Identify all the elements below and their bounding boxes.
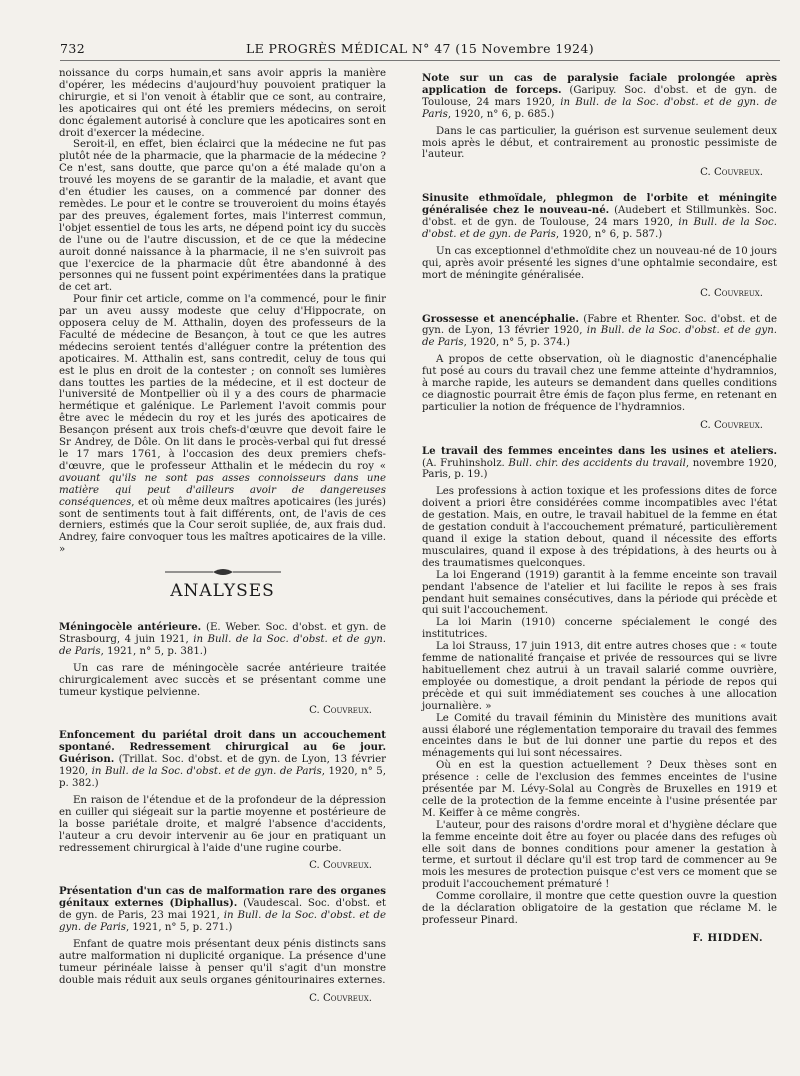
abstract-body: La loi Marin (1910) concerne spécialement le congé des institutrices. (422, 617, 777, 641)
abstract-body: Un cas rare de méningocèle sacrée antérieure traitée chirurgicalement avec succès et se présentant comme une tumeur kystique pelvienne. (59, 662, 386, 698)
abstract-title: Présentation d'un cas de malformation rare des organes génitaux externes (Diphallus). (Vaudescal. Soc. d'obst. et de gyn. de Paris, 23 mai 1921, in Bull. de la Soc. d'obst. et de gyn. de Paris, 1921, n° 5, p. 271.) (59, 885, 386, 934)
ornament-divider (163, 566, 283, 578)
abstract-body: En raison de l'étendue et de la profondeur de la dépression en cuiller qui siégeait sur la partie moyenne et postérieure de la bosse pariétale droite, et malgré l'absence d'accidents, l'auteur a cru devoir intervenir au 6e jour en pratiquant un redressement chirurgical à l'aide d'une rugine courbe. (59, 794, 386, 854)
abstract-entry (422, 193, 777, 299)
abstract-body: Dans le cas particulier, la guérison est survenue seulement deux mois après le début, et contrairement au pronostic pessimiste de l'auteur. (422, 125, 777, 161)
abstract-entry (59, 886, 386, 1004)
body-paragraph: Seroit-il, en effet, bien éclairci que la médecine ne fut pas plutôt née de la pharmacie, que la pharmacie de la médecine ? Ce n'est, sans doutte, que parce qu'on a été malade qu'on a trouvé les moyens de se garantir de la maladie, et avant que d'en étudier les causes, on a commencé par donner des remèdes. Le pour et le contre se trouveroient du moins étayés par des preuves, également fortes, mais l'interrest commun, l'objet essentiel de tous les arts, ne dépend point icy du succès de l'une ou de l'autre discussion, et de ce que la médecine auroit donné naissance à la pharmacie, il ne s'en suivroit pas que l'exercice de la pharmacie dût être abandonné à des personnes qui ne fussent point expérimentées dans la pratique de cet art. (59, 139, 386, 294)
abstract-title: Enfoncement du pariétal droit dans un accouchement spontané. Redressement chirurgical au 6e jour. Guérison. (Trillat. Soc. d'obst. et de gyn. de Lyon, 13 février 1920, in Bull. de la Soc. d'obst. et de gyn. de Paris, 1920, n° 5, p. 382.) (59, 729, 387, 790)
abstract-title: Note sur un cas de paralysie faciale prolongée après application de forceps. (Garipuy. Soc. d'obst. et de gyn. de Toulouse, 24 mars 1920, in Bull. de la Soc. d'obst. et de gyn. de Paris, 1920, n° 6, p. 685.) (422, 72, 777, 120)
journal-title: LE PROGRÈS MÉDICAL N° 47 (15 Novembre 1924) (245, 41, 595, 56)
author-signature: C. Couvreux. (700, 167, 763, 179)
abstract-entry (422, 73, 777, 179)
abstract-entry (59, 730, 386, 872)
page-number: 732 (60, 41, 86, 56)
section-heading: ANALYSES (170, 581, 275, 602)
abstract-body: Un cas exceptionnel d'ethmoïdite chez un nouveau-né de 10 jours qui, après avoir présenté les signes d'une ophtalmie secondaire, est mort de méningite généralisée. (422, 245, 777, 281)
running-header (60, 40, 780, 61)
abstract-entry (422, 446, 777, 945)
abstract-entry (422, 314, 777, 432)
abstract-body: La loi Strauss, 17 juin 1913, dit entre autres choses que : « toute femme de nationalité française et privée de ressources qui se livre habituellement chez autrui à un travail salarié comme ouvrière, employée ou domestique, a droit pendant la période de repos qui précède et qui suit immédiatement ses couches à une allocation journalière. » (422, 641, 777, 712)
author-signature: C. Couvreux. (700, 287, 763, 299)
author-signature: C. Couvreux. (700, 419, 763, 431)
body-paragraph: Pour finir cet article, comme on l'a commencé, pour le finir par un aveu aussy modeste que celuy d'Hippocrate, on opposera celuy de M. Atthalin, doyen des professeurs de la Faculté de médecine de Besançon, à tout ce que les autres médecins seroient tentés d'alléguer contre la prétention des apoticaires. M. Atthalin est, sans contredit, celuy de tous qui est le plus en droit de la contester ; on connoît ses lumières dans touttes les parties de la médecine, et il est docteur de l'université de Montpellier où il y a des cours de pharmacie hermétique et galénique. Le Parlement l'avoit commis pour être avec le médecin du roy et les jurés des apoticaires de Besançon présent aux trois chefs-d'œuvre que devoit faire le Sr Andrey, de Dôle. On lit dans le procès-verbal qui fut dressé le 17 mars 1761, à l'occasion des deux premiers chefs-d'œuvre, que le professeur Atthalin et le médecin du roy « avouant qu'ils ne sont pas asses connoisseurs dans une matière qui peut d'ailleurs avoir de dangereuses conséquences, et où même deux maîtres apoticaires (les jurés) sont de sentiments tout à fait différents, ont, de l'avis de ces derniers, estimés que la Cour seroit supliée, de, aux frais dud. Andrey, faire convoquer tous les maîtres apoticaires de la ville. » (59, 294, 386, 556)
abstract-title: Grossesse et anencéphalie. (Fabre et Rhenter. Soc. d'obst. et de gyn. de Lyon, 13 février 1920, in Bull. de la Soc. d'obst. et de gyn. de Paris, 1920, n° 5, p. 374.) (422, 312, 777, 349)
author-signature: C. Couvreux. (309, 860, 372, 872)
abstract-title: Sinusite ethmoïdale, phlegmon de l'orbite et méningite généralisée chez le nouveau-né. (Audebert et Stillmunkès. Soc. d'obst. et de gyn. de Toulouse, 24 mars 1920, in Bull. de la Soc. d'obst. et de gyn. de Paris, 1920, n° 6, p. 587.) (422, 192, 777, 240)
abstract-body: Comme corollaire, il montre que cette question ouvre la question de la déclaration obligatoire de la gestation que réclame M. le professeur Pinard. (422, 891, 777, 926)
abstract-body: Où en est la question actuellement ? Deux thèses sont en présence : celle de l'exclusion des femmes enceintes de l'usine présentée par M. Lévy-Solal au Congrès de Bruxelles en 1919 et celle de la protection de la femme enceinte à l'usine présentée par M. Keiffer à ce même congrès. (422, 760, 777, 819)
abstract-title: Méningocèle antérieure. (E. Weber. Soc. d'obst. et gyn. de Strasbourg, 4 juin 1921, in Bull. de la Soc. d'obst. et de gyn. de Paris, 1921, n° 5, p. 381.) (59, 621, 386, 657)
author-signature: C. Couvreux. (309, 704, 372, 716)
abstract-body: Les professions à action toxique et les professions dites de force doivent a priori être considérées comme incompatibles avec l'état de gestation. Mais, en outre, le travail habituel de la femme en état de gestation conduit à l'accouchement prématuré, particulièrement quand il exige la station debout, quand il nécessite des efforts musculaires, quand il expose à des trépidations, à des heurts ou à des traumatismes quelconques. (422, 486, 777, 569)
abstract-body: L'auteur, pour des raisons d'ordre moral et d'hygiène déclare que la femme enceinte doit être au foyer ou placée dans des refuges où elle soit dans de bonnes conditions pour amener la gestation à terme, et surtout il déclare qu'il est trop tard de commencer au 9e mois les mesures de protection puisque c'est vers ce moment que se produit l'accouchement prématuré ! (422, 819, 777, 891)
body-paragraph: noissance du corps humain,et sans avoir appris la manière d'opérer, les médecins d'aujourd'huy pouvoient pratiquer la chirurgie, et si l'on venoit à établir que ce sont, au contraire, les apoticaires qui ont été les premiers médecins, on seroit donc également autorisé à conclure que les apoticaires sont en droit d'exercer la médecine. (59, 68, 386, 139)
left-column (59, 68, 386, 1019)
author-signature: F. HIDDEN. (692, 931, 763, 944)
abstract-body: La loi Engerand (1919) garantit à la femme enceinte son travail pendant l'absence de l'atelier et lui facilite le repos à ses frais pendant huit semaines consécutives, dans la période qui précède et qui suit l'accouchement. (422, 569, 777, 617)
author-signature: C. Couvreux. (309, 992, 372, 1004)
right-column (422, 73, 777, 959)
abstract-body: Enfant de quatre mois présentant deux pénis distincts sans autre malformation ni duplicité organique. La présence d'une tumeur périnéale laisse à penser qu'il s'agit d'un monstre double mais réduit aux seuls organes génitourinaires externes. (59, 939, 386, 986)
abstract-body: Le Comité du travail féminin du Ministère des munitions avait aussi élaboré une réglementation temporaire du travail des femmes enceintes dans le but de lui donner une partie du repos et des ménagements qui lui sont nécessaires. (422, 712, 777, 760)
abstract-title: Le travail des femmes enceintes dans les usines et ateliers. (A. Fruhinsholz. Bull. chir. des accidents du travail, novembre 1920, Paris, p. 19.) (422, 444, 777, 481)
abstract-body: A propos de cette observation, où le diagnostic d'anencéphalie fut posé au cours du travail chez une femme atteinte d'hydramnios, à marche rapide, les auteurs se demandent dans quelles conditions ce diagnostic pourrait être émis de façon plus ferme, en retenant en particulier la notion de fréquence de l'hydramnios. (422, 354, 777, 413)
abstract-entry (59, 622, 386, 716)
